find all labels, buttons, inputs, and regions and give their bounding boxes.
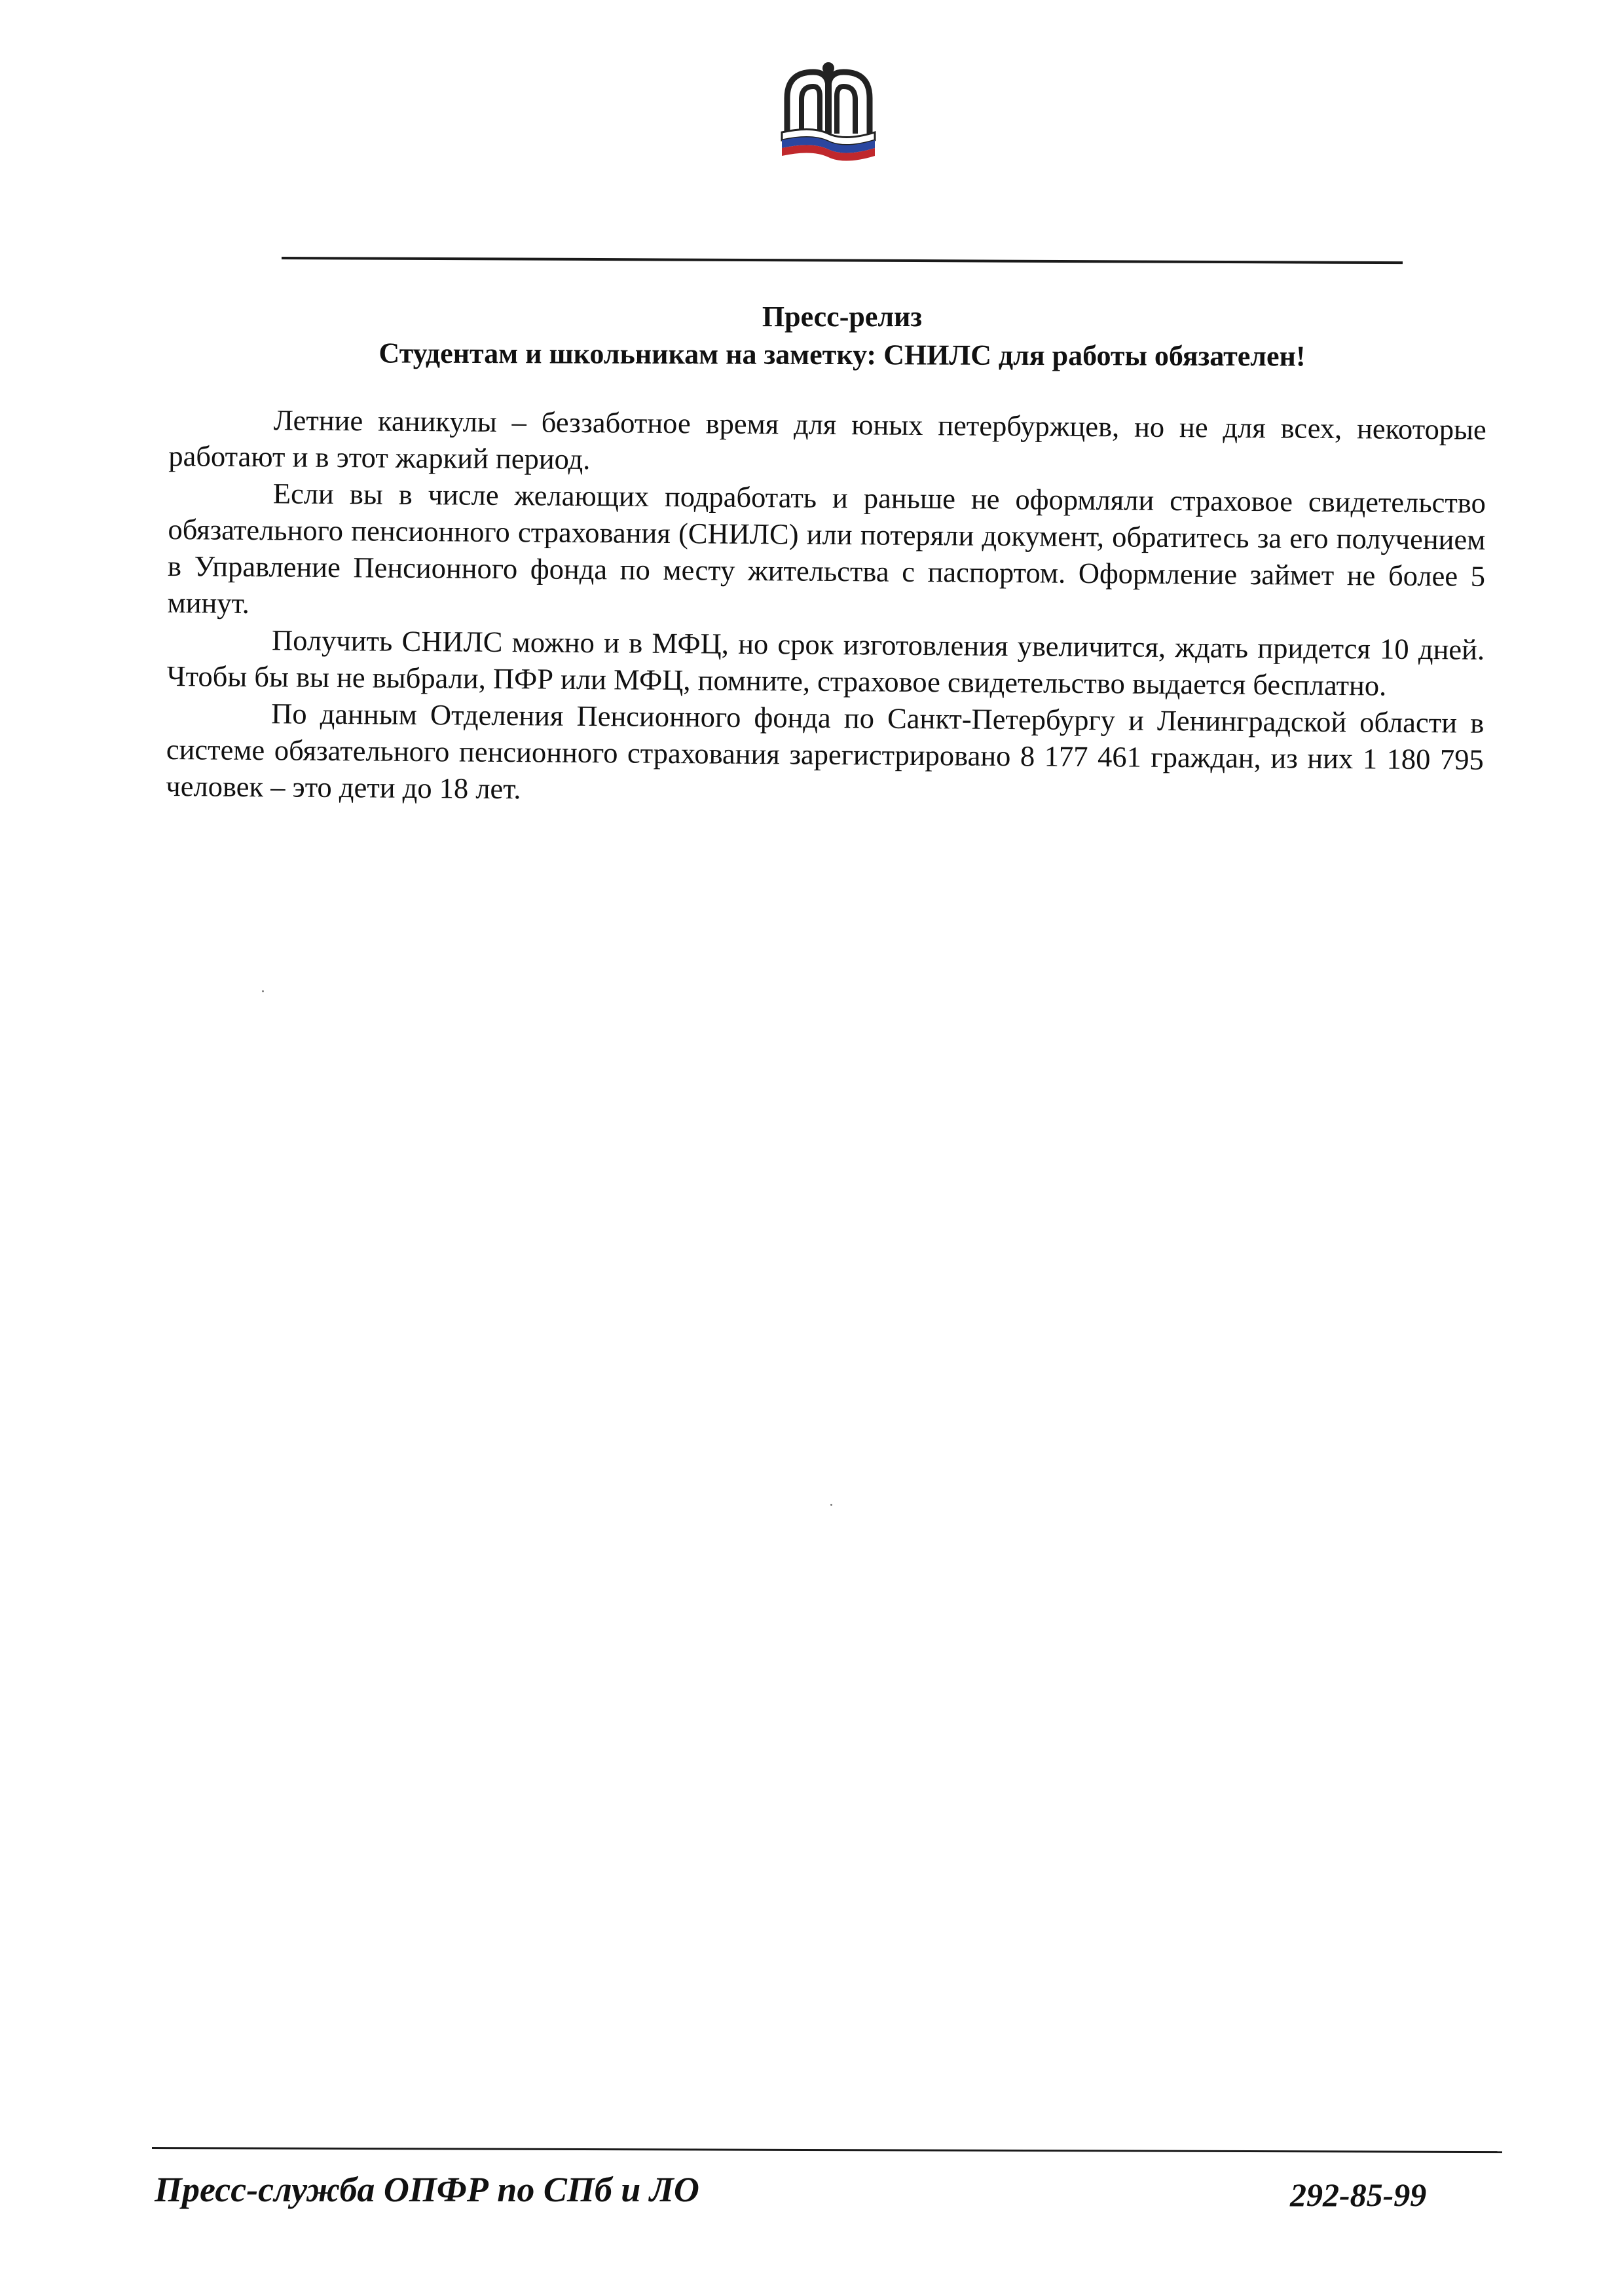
paragraph: По данным Отделения Пенсионного фонда по Санкт-Петербургу и Ленинградской области в системе обязательного пенсионного страхования зарегистрировано 8 177 461 граждан, из них 1 180 795 человек – это дети до 18 лет. [166,697,1485,806]
press-release-header [282,298,1403,374]
paragraph: Если вы в числе желающих подработать и раньше не оформляли страховое свидетельство обязательного пенсионного страхования (СНИЛС) или потеряли документ, обратитесь за его получением в Управление Пенсионного фонда по месту жительства с паспортом. Оформление займет не более 5 минут. [167,477,1486,620]
scan-speck [830,1504,832,1506]
document-body [166,401,1486,815]
footer-press-service: Пресс-служба ОПФР по СПб и ЛО [155,2170,699,2209]
paragraph: Получить СНИЛС можно и в МФЦ, но срок изготовления увеличится, ждать придется 10 дней. Чтобы бы вы не выбрали, ПФР или МФЦ, помните, страховое свидетельство выдается бесплатно. [166,624,1485,702]
pfr-logo-icon [773,60,884,172]
scan-speck [262,990,264,992]
document-label: Пресс-релиз [762,301,923,333]
document-headline: Студентам и школьникам на заметку: СНИЛС для работы обязателен! [378,337,1306,373]
header-divider [282,257,1403,264]
footer-phone: 292-85-99 [1290,2176,1427,2213]
paragraph: Летние каникулы – беззаботное время для юных петербуржцев, но не для всех, некоторые работают и в этот жаркий период. [168,403,1486,476]
footer-divider [152,2147,1502,2153]
